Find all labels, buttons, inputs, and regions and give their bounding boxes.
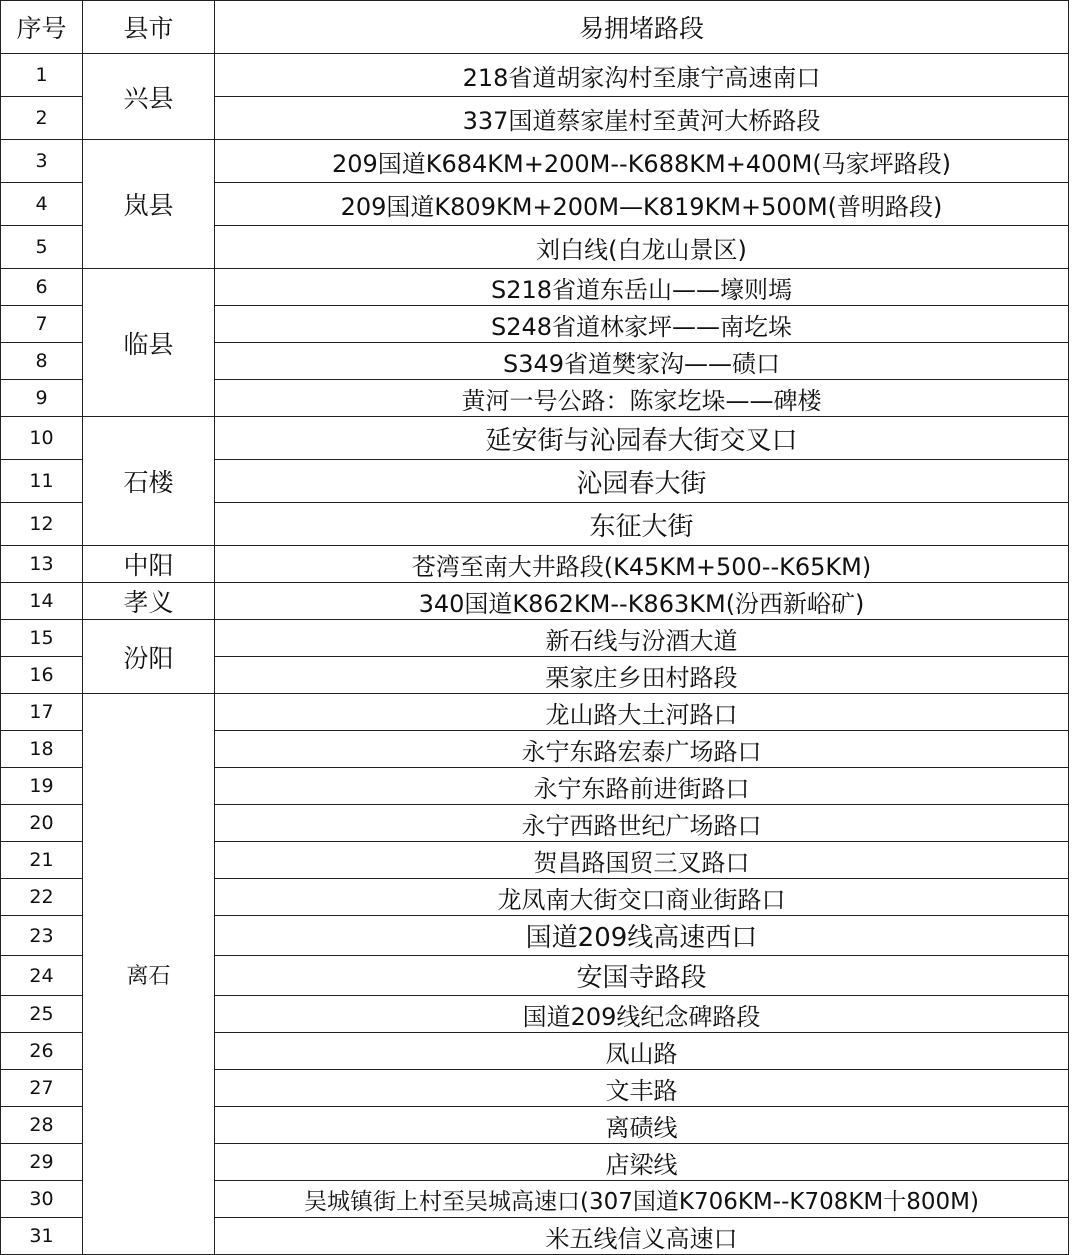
row-index: 4: [1, 183, 83, 226]
road-cell: 337国道蔡家崖村至黄河大桥路段: [215, 97, 1069, 140]
road-cell: S248省道林家坪——南圪垛: [215, 306, 1069, 343]
road-cell: 龙山路大土河路口: [215, 694, 1069, 731]
road-cell: 340国道K862KM--K863KM(汾西新峪矿): [215, 583, 1069, 620]
road-cell: 店梁线: [215, 1144, 1069, 1181]
row-index: 20: [1, 805, 83, 842]
road-cell: 安国寺路段: [215, 956, 1069, 996]
row-index: 19: [1, 768, 83, 805]
row-index: 12: [1, 503, 83, 546]
row-index: 22: [1, 879, 83, 916]
road-cell: 沁园春大街: [215, 460, 1069, 503]
table-row: [1, 694, 1069, 731]
road-cell: 永宁西路世纪广场路口: [215, 805, 1069, 842]
row-index: 14: [1, 583, 83, 620]
row-index: 31: [1, 1218, 83, 1255]
road-cell: 刘白线(白龙山景区): [215, 226, 1069, 269]
road-cell: 龙凤南大街交口商业街路口: [215, 879, 1069, 916]
row-index: 30: [1, 1181, 83, 1218]
road-cell: 218省道胡家沟村至康宁高速南口: [215, 54, 1069, 97]
road-cell: 贺昌路国贸三叉路口: [215, 842, 1069, 879]
row-index: 29: [1, 1144, 83, 1181]
row-index: 17: [1, 694, 83, 731]
row-index: 11: [1, 460, 83, 503]
row-index: 3: [1, 140, 83, 183]
table-row: [1, 140, 1069, 183]
row-index: 28: [1, 1107, 83, 1144]
road-cell: 凤山路: [215, 1033, 1069, 1070]
road-cell: 新石线与汾酒大道: [215, 620, 1069, 657]
header-road: 易拥堵路段: [215, 1, 1069, 54]
header-county: 县市: [83, 1, 215, 54]
row-index: 10: [1, 417, 83, 460]
county-cell: 离石: [83, 694, 215, 1255]
road-cell: 国道209线纪念碑路段: [215, 996, 1069, 1033]
table-header-row: [1, 1, 1069, 54]
row-index: 13: [1, 546, 83, 583]
road-cell: 文丰路: [215, 1070, 1069, 1107]
road-cell: 东征大街: [215, 503, 1069, 546]
road-cell: 黄河一号公路：陈家圪垛——碑楼: [215, 380, 1069, 417]
road-cell: 离碛线: [215, 1107, 1069, 1144]
county-cell: 汾阳: [83, 620, 215, 694]
road-cell: 吴城镇街上村至吴城高速口(307国道K706KM--K708KM十800M): [215, 1181, 1069, 1218]
road-cell: 209国道K809KM+200M—K819KM+500M(普明路段): [215, 183, 1069, 226]
row-index: 26: [1, 1033, 83, 1070]
road-cell: 永宁东路前进街路口: [215, 768, 1069, 805]
table-row: [1, 620, 1069, 657]
county-cell: 兴县: [83, 54, 215, 140]
table-row: [1, 546, 1069, 583]
row-index: 18: [1, 731, 83, 768]
county-cell: 岚县: [83, 140, 215, 269]
row-index: 27: [1, 1070, 83, 1107]
row-index: 2: [1, 97, 83, 140]
row-index: 6: [1, 269, 83, 306]
road-cell: 国道209线高速西口: [215, 916, 1069, 956]
row-index: 8: [1, 343, 83, 380]
road-cell: 延安街与沁园春大街交叉口: [215, 417, 1069, 460]
row-index: 16: [1, 657, 83, 694]
road-cell: 苍湾至南大井路段(K45KM+500--K65KM): [215, 546, 1069, 583]
county-cell: 临县: [83, 269, 215, 417]
row-index: 23: [1, 916, 83, 956]
road-cell: 209国道K684KM+200M--K688KM+400M(马家坪路段): [215, 140, 1069, 183]
header-index: 序号: [1, 1, 83, 54]
row-index: 15: [1, 620, 83, 657]
road-cell: 米五线信义高速口: [215, 1218, 1069, 1255]
road-cell: S218省道东岳山——壕则墕: [215, 269, 1069, 306]
row-index: 9: [1, 380, 83, 417]
county-cell: 石楼: [83, 417, 215, 546]
row-index: 7: [1, 306, 83, 343]
row-index: 1: [1, 54, 83, 97]
county-cell: 中阳: [83, 546, 215, 583]
table-row: [1, 417, 1069, 460]
row-index: 25: [1, 996, 83, 1033]
row-index: 5: [1, 226, 83, 269]
county-cell: 孝义: [83, 583, 215, 620]
road-cell: 永宁东路宏泰广场路口: [215, 731, 1069, 768]
row-index: 24: [1, 956, 83, 996]
table-row: [1, 583, 1069, 620]
table-row: [1, 269, 1069, 306]
road-cell: 栗家庄乡田村路段: [215, 657, 1069, 694]
row-index: 21: [1, 842, 83, 879]
table-row: [1, 54, 1069, 97]
road-cell: S349省道樊家沟——碛口: [215, 343, 1069, 380]
